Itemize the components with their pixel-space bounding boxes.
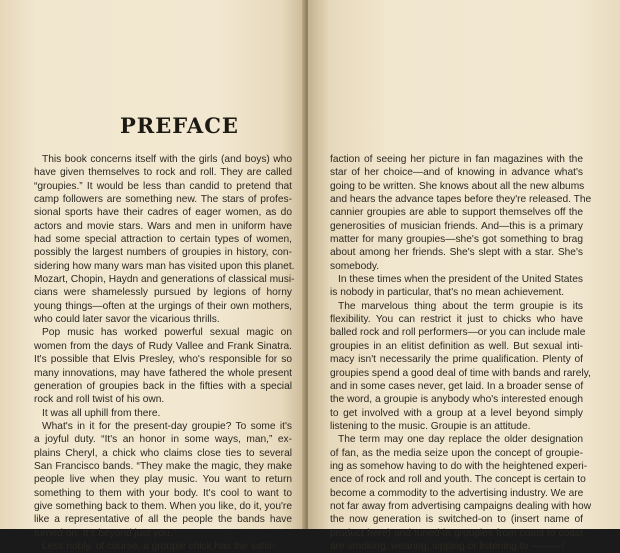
text-line: Pop music has worked powerful sexual magic on <box>42 327 292 339</box>
text-line: listening to the music. Groupie is an attitude. <box>330 420 531 432</box>
right-column <box>330 153 592 553</box>
paragraph-p4 <box>34 420 292 540</box>
text-line: groupies in an elitist definition as well. But sexual inti- <box>330 340 583 352</box>
paragraph-p8 <box>330 300 591 433</box>
text-line: The marvelous thing about the term groupie is its <box>338 300 583 312</box>
text-line: are smoking, wearing, sipping or listening to ———! <box>330 540 565 552</box>
text-line: camp followers are something new. The stars of profes- <box>34 194 292 206</box>
paragraph-p2 <box>34 326 292 406</box>
text-line: balled rock and roll performers—or you can include male <box>330 327 586 339</box>
text-line: plains Cheryl, a chick who claims close ties to several <box>34 447 292 459</box>
text-line: flexibility. You can restrict it just to chicks who have <box>330 314 583 326</box>
text-line: This book concerns itself with the girls (and boys) who <box>42 154 292 165</box>
paragraph-p7 <box>330 273 583 300</box>
text-line: What's in it for the present-day groupie? To some it's <box>42 420 292 432</box>
paragraph-p6 <box>330 153 592 273</box>
text-line: actors and movie stars. Wars and men in uniform have <box>34 220 292 232</box>
text-line: and in some cases never, get laid. In a broader sense of <box>330 380 584 392</box>
text-line: about among her friends. She's slept with a star. She's <box>330 247 583 259</box>
text-line: generosities of musician friends. And—this is a primary <box>330 220 583 232</box>
text-line: Less nobly, of course, a groupie chick has the satis- <box>42 540 276 552</box>
paragraph-p3 <box>34 407 292 420</box>
text-line: sional sports have their cadres of eager women, as do <box>34 207 292 219</box>
text-line: turned on. It's beyond just you.” <box>34 527 176 539</box>
text-line: In these times when the president of the United States <box>338 274 583 286</box>
text-line: possibly the largest numbers of groupies in history, con- <box>34 247 292 259</box>
text-line: the word, a groupie is anybody who's interested enough <box>330 394 583 406</box>
text-line: star of her choice—and of knowing in advance what's <box>330 167 583 179</box>
page-heading: PREFACE <box>120 113 239 138</box>
text-line: cians were shamelessly pursued by legions of horny <box>34 287 292 299</box>
text-line: groupies spend a good deal of time with bands and rarely, <box>330 367 591 379</box>
text-line: who could later savor the vicarious thrills. <box>34 314 220 326</box>
paragraph-p5 <box>34 540 292 553</box>
text-line: macy isn't necessarily the prime qualification. Plenty of <box>330 354 583 366</box>
text-line: rock and roll twist of his own. <box>34 394 165 406</box>
text-line: ence of rock and roll and youth. The concept is certain to <box>330 474 586 486</box>
text-line: like a representative of all the people the bands have <box>34 514 292 526</box>
text-line: young things—often at the urgings of their own mothers, <box>34 300 292 312</box>
text-line: had some special attraction to certain types of women, <box>34 234 292 246</box>
text-line: somebody. <box>330 260 380 272</box>
text-line: and hears the advance tapes before they're released. The <box>330 194 592 206</box>
text-line: Mozart, Chopin, Haydn and generations of classical musi- <box>34 274 295 286</box>
text-line: is nobody in particular, that's no mean achievement. <box>330 287 565 299</box>
text-line: sidering how many wars man has visited upon this planet. <box>34 260 295 272</box>
text-line: cannier groupies are able to support themselves off the <box>330 207 583 219</box>
text-line: many innovations, may have fathered the whole present <box>34 367 292 379</box>
text-line: San Francisco bands. “They make the magic, they make <box>34 460 292 472</box>
text-line: become a commodity to the advertising industry. We are <box>330 487 584 499</box>
text-line: of fan, as the media seize upon the concept of groupie- <box>330 447 583 459</box>
left-column <box>34 153 295 553</box>
text-line: have given themselves to rock and roll. They are called <box>34 167 292 179</box>
text-line: people live when they play music. You want to return <box>34 474 292 486</box>
text-line: ing as somehow having to do with the heightened experi- <box>330 460 588 472</box>
text-line: the now generation is switched-on to (insert name of <box>330 514 583 526</box>
text-line: It was all uphill from there. <box>42 407 161 419</box>
left-page <box>0 0 306 552</box>
text-line: product here) and tuned-in groupies from coast to coast <box>330 527 583 539</box>
text-line: matter for many groupies—she's got something to brag <box>330 234 583 246</box>
text-line: faction of seeing her picture in fan magazines with the <box>330 154 583 165</box>
text-line: The term may one day replace the older designation <box>338 434 583 446</box>
text-line: something to them with your body. It's cool to want to <box>34 487 292 499</box>
text-line: give something back to them. When you like, do it, you're <box>34 500 292 512</box>
text-line: to get involved with a group at a level beyond simply <box>330 407 583 419</box>
text-line: a joyful duty. “It's an honor in some ways, man,” ex- <box>34 434 292 446</box>
paragraph-p9 <box>330 433 592 553</box>
text-line: “groupies.” It would be less than candid to pretend that <box>34 180 292 192</box>
text-line: women from the days of Rudy Vallee and Frank Sinatra. <box>34 340 292 352</box>
text-line: not far away from advertising campaigns dealing with how <box>330 500 592 512</box>
text-line: going to be written. She knows about all the new albums <box>330 180 585 192</box>
text-line: generation of groupies back in the fifties with a special <box>34 380 292 392</box>
text-line: It's possible that Elvis Presley, who's responsible for so <box>34 354 292 366</box>
paragraph-p1 <box>34 153 295 326</box>
